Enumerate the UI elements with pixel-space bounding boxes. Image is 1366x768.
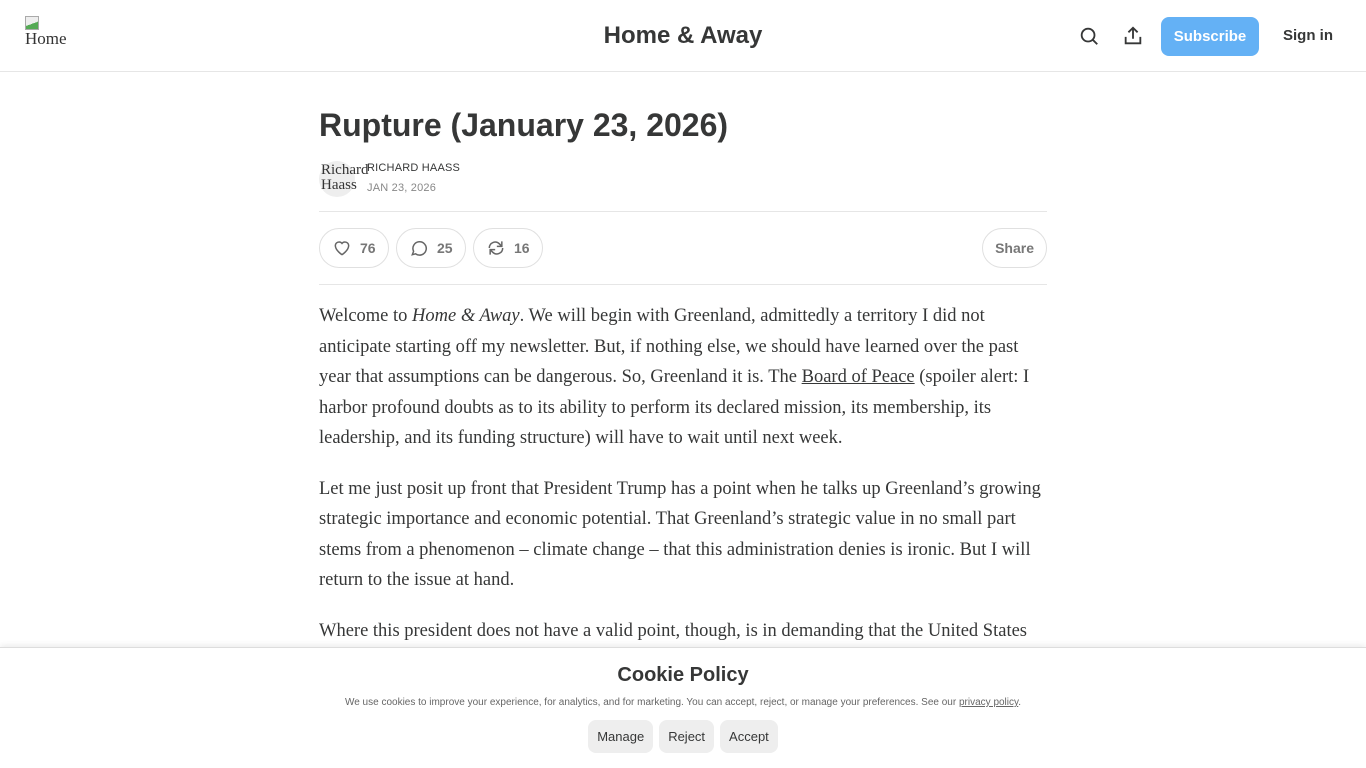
- board-of-peace-link[interactable]: Board of Peace: [801, 367, 915, 387]
- site-header: [0, 0, 1366, 72]
- paragraph: Welcome to Home & Away. We will begin with Greenland, admittedly a territory I did not anticipate starting off my newsletter. But, if nothing else, we should have learned over the past year that assumptions can be dangerous. So, Greenland it is. The Board of Peace (spoiler alert: I harbor profound doubts as to its ability to perform its declared mission, its membership, its leadership, and its funding structure) will have to wait until next week.: [319, 306, 1030, 448]
- post-title: Rupture (January 23, 2026): [319, 107, 729, 143]
- restack-count: 16: [514, 240, 530, 256]
- paragraph: Where this president does not have a valid point, though, is in demanding that the United States: [319, 620, 1027, 641]
- subscribe-button[interactable]: Subscribe: [1161, 17, 1259, 56]
- byline: [319, 157, 1047, 211]
- reject-cookies-button[interactable]: Reject: [659, 720, 714, 753]
- logo-alt-text: Home: [25, 29, 67, 48]
- author-name[interactable]: RICHARD HAASS: [367, 162, 461, 174]
- comment-count: 25: [437, 240, 453, 256]
- share-upload-icon[interactable]: [1122, 25, 1144, 47]
- restack-icon: [486, 238, 506, 258]
- post: [319, 72, 1047, 666]
- manage-cookies-button[interactable]: Manage: [588, 720, 653, 753]
- paragraph: Let me just posit up front that President Trump has a point when he talks up Greenland’s growing strategic importance and economic potential. That Greenland’s strategic value in no small part stems from a phenomenon – climate change – that this administration denies is ironic. But I will return to the issue at hand.: [319, 478, 1041, 590]
- share-button[interactable]: [982, 228, 1047, 268]
- sign-in-link[interactable]: Sign in: [1283, 27, 1333, 44]
- newsletter-name: Home & Away: [412, 306, 520, 326]
- accept-cookies-button[interactable]: Accept: [720, 720, 778, 753]
- author-avatar[interactable]: Richard Haass: [319, 161, 355, 197]
- like-button[interactable]: [319, 228, 389, 268]
- heart-icon: [332, 238, 352, 258]
- comment-icon: [409, 238, 429, 258]
- comment-button[interactable]: [396, 228, 466, 268]
- site-title[interactable]: Home & Away: [603, 22, 763, 49]
- post-actions: [319, 211, 1047, 285]
- like-count: 76: [360, 240, 376, 256]
- search-icon[interactable]: [1078, 25, 1100, 47]
- post-date: JAN 23, 2026: [367, 182, 437, 194]
- cookie-title: Cookie Policy: [617, 664, 749, 686]
- privacy-policy-link[interactable]: privacy policy: [958, 697, 1019, 708]
- cookie-banner: [0, 647, 1366, 768]
- cookie-text: We use cookies to improve your experience, for analytics, and for marketing. You can accept, reject, or manage your preferences. See our privacy policy.: [344, 697, 1022, 708]
- post-body: [319, 301, 1047, 646]
- share-label: Share: [995, 240, 1034, 256]
- restack-button[interactable]: [473, 228, 543, 268]
